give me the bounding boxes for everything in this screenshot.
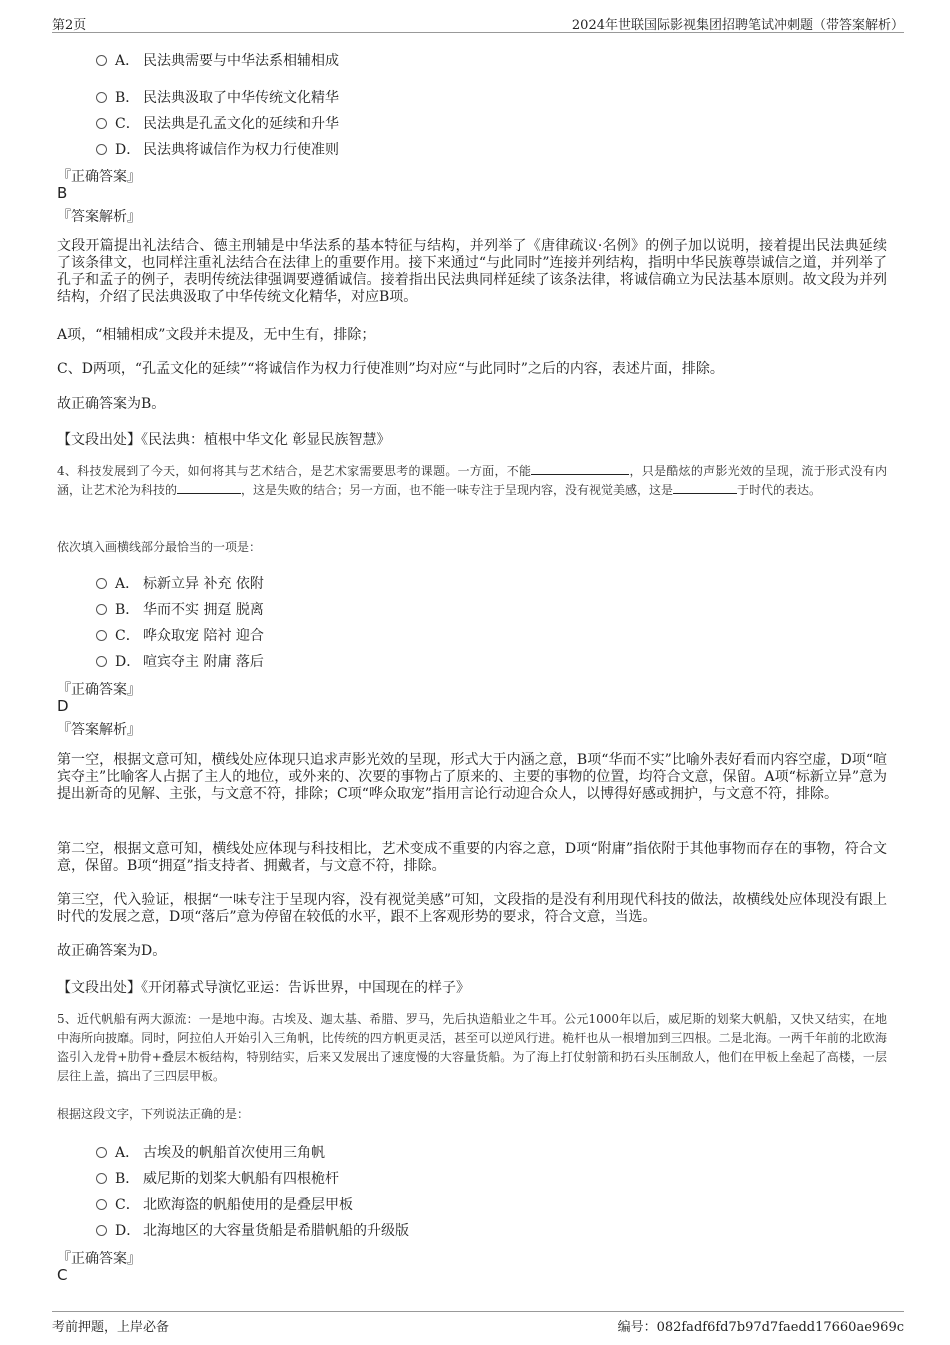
q3-analysis-paragraph: C、D两项，“孔孟文化的延续”“将诚信作为权力行使准则”均对应“与此同时”之后的内容，表述片面，排除。 (57, 361, 724, 377)
radio-icon[interactable] (96, 118, 107, 129)
q3-analysis-label: 『答案解析』 (57, 209, 141, 225)
q5-answer-label: 『正确答案』 (57, 1251, 141, 1267)
blank-line (531, 462, 629, 475)
q4-prompt: 依次填入画横线部分最恰当的一项是： (57, 540, 262, 554)
q4-answer-label: 『正确答案』 (57, 682, 141, 698)
q3-option-b[interactable]: B． 民法典汲取了中华传统文化精华 (96, 87, 339, 107)
q4-analysis-paragraph: 故正确答案为D。 (57, 943, 167, 959)
q5-option-b[interactable]: B． 威尼斯的划桨大帆船有四根桅杆 (96, 1168, 339, 1188)
radio-icon[interactable] (96, 1147, 107, 1158)
radio-icon[interactable] (96, 1225, 107, 1236)
radio-icon[interactable] (96, 144, 107, 155)
page-header (52, 12, 904, 33)
q4-option-c[interactable]: C． 哗众取宠 陪衬 迎合 (96, 625, 264, 645)
q3-analysis-paragraph: 文段开篇提出礼法结合、德主刑辅是中华法系的基本特征与结构，并列举了《唐律疏议·名例》的例子加以说明，接着提出民法典延续了该条律文，也同样注重礼法结合在法律上的重要作用。接下来通过“与此同时”连接并列结构，指明中华民族尊崇诚信之道，并列举了孔子和孟子的例子，表明传统法律强调要遵循诚信。接着指出民法典同样延续了该条法律，将诚信确立为民法基本原则。故文段为并列结构，介绍了民法典汲取了中华传统文化精华，对应B项。 (57, 238, 887, 305)
document-title: 2024年世联国际影视集团招聘笔试冲刺题（带答案解析） (571, 18, 904, 33)
q5-answer: C (57, 1266, 68, 1284)
radio-icon[interactable] (96, 656, 107, 667)
radio-icon[interactable] (96, 92, 107, 103)
q3-analysis-paragraph: A项，“相辅相成”文段并未提及，无中生有，排除； (57, 327, 376, 343)
blank-line (673, 481, 737, 494)
page-number: 第2页 (52, 18, 87, 33)
radio-icon[interactable] (96, 604, 107, 615)
q4-option-d[interactable]: D． 喧宾夺主 附庸 落后 (96, 651, 264, 671)
q5-option-d[interactable]: D． 北海地区的大容量货船是希腊帆船的升级版 (96, 1220, 409, 1240)
document-code: 编号：082fadf6fd7b97d7faedd17660ae969c (617, 1320, 904, 1335)
q4-analysis-paragraph: 第二空，根据文意可知，横线处应体现与科技相比，艺术变成不重要的内容之意，D项“附庸”指依附于其他事物而存在的事物，符合文意，保留。B项“拥趸”指支持者、拥戴者，与文意不符，排除。 (57, 841, 887, 874)
footer-slogan: 考前押题，上岸必备 (52, 1320, 170, 1335)
q4-source: 【文段出处】《开闭幕式导演忆亚运：告诉世界，中国现在的样子》 (57, 980, 470, 996)
radio-icon[interactable] (96, 578, 107, 589)
q5-option-c[interactable]: C． 北欧海盗的帆船使用的是叠层甲板 (96, 1194, 353, 1214)
q4-analysis-paragraph: 第一空，根据文意可知，横线处应体现只追求声影光效的呈现，形式大于内涵之意，B项“华而不实”比喻外表好看而内容空虚，D项“喧宾夺主”比喻客人占据了主人的地位，或外来的、次要的事物占了原来的、主要的事物的位置，均符合文意，保留。A项“标新立异”意为提出新奇的见解、主张，与文意不符，排除；C项“哗众取宠”指用言论行动迎合众人，以博得好感或拥护，与文意不符，排除。 (57, 752, 887, 802)
q4-answer: D (57, 697, 69, 715)
radio-icon[interactable] (96, 1173, 107, 1184)
q4-analysis-paragraph: 第三空，代入验证，根据“一味专注于呈现内容，没有视觉美感”可知，文段指的是没有利用现代科技的做法，故横线处应体现没有跟上时代的发展之意，D项“落后”意为停留在较低的水平，跟不上客观形势的要求，符合文意，当选。 (57, 892, 887, 925)
q4-option-a[interactable]: A． 标新立异 补充 依附 (96, 573, 264, 593)
q3-source: 【文段出处】《民法典：植根中华文化 彰显民族智慧》 (57, 432, 391, 448)
blank-line (177, 481, 241, 494)
radio-icon[interactable] (96, 1199, 107, 1210)
q3-answer: B (57, 184, 68, 202)
q5-option-a[interactable]: A． 古埃及的帆船首次使用三角帆 (96, 1142, 325, 1162)
q3-option-a[interactable]: A． 民法典需要与中华法系相辅相成 (96, 50, 339, 70)
q5-prompt: 根据这段文字，下列说法正确的是： (57, 1107, 250, 1121)
radio-icon[interactable] (96, 630, 107, 641)
radio-icon[interactable] (96, 55, 107, 66)
q3-answer-label: 『正确答案』 (57, 169, 141, 185)
q4-analysis-label: 『答案解析』 (57, 722, 141, 738)
q3-option-c[interactable]: C． 民法典是孔孟文化的延续和升华 (96, 113, 339, 133)
q3-analysis-paragraph: 故正确答案为B。 (57, 396, 166, 412)
q4-stem: 4、科技发展到了今天，如何将其与艺术结合，是艺术家需要思考的课题。一方面，不能 ，只是酷炫的声影光效的呈现，流于形式没有内涵，让艺术沦为科技的 ，这是失败的结合；另一方面，也不能一味专注于呈现内容，没有视觉美感，这是 于时代的表达。 (57, 464, 887, 497)
q3-option-d[interactable]: D． 民法典将诚信作为权力行使准则 (96, 139, 339, 159)
page-footer (52, 1311, 904, 1336)
q4-option-b[interactable]: B． 华而不实 拥趸 脱离 (96, 599, 264, 619)
q5-stem: 5、近代帆船有两大源流：一是地中海。古埃及、迦太基、希腊、罗马，先后执造船业之牛耳。公元1000年以后，威尼斯的划桨大帆船，又快又结实，在地中海所向披靡。同时，阿拉伯人开始引入三角帆，比传统的四方帆更灵活，甚至可以逆风行进。桅杆也从一根增加到三四根。二是北海。一两千年前的北欧海盗引入龙骨+肋骨+叠层木板结构，特别结实，后来又发展出了速度慢的大容量货船。为了海上打仗射箭和扔石头压制敌人，他们在甲板上垒起了高楼，一层层往上盖，搞出了三四层甲板。 (57, 1012, 887, 1083)
